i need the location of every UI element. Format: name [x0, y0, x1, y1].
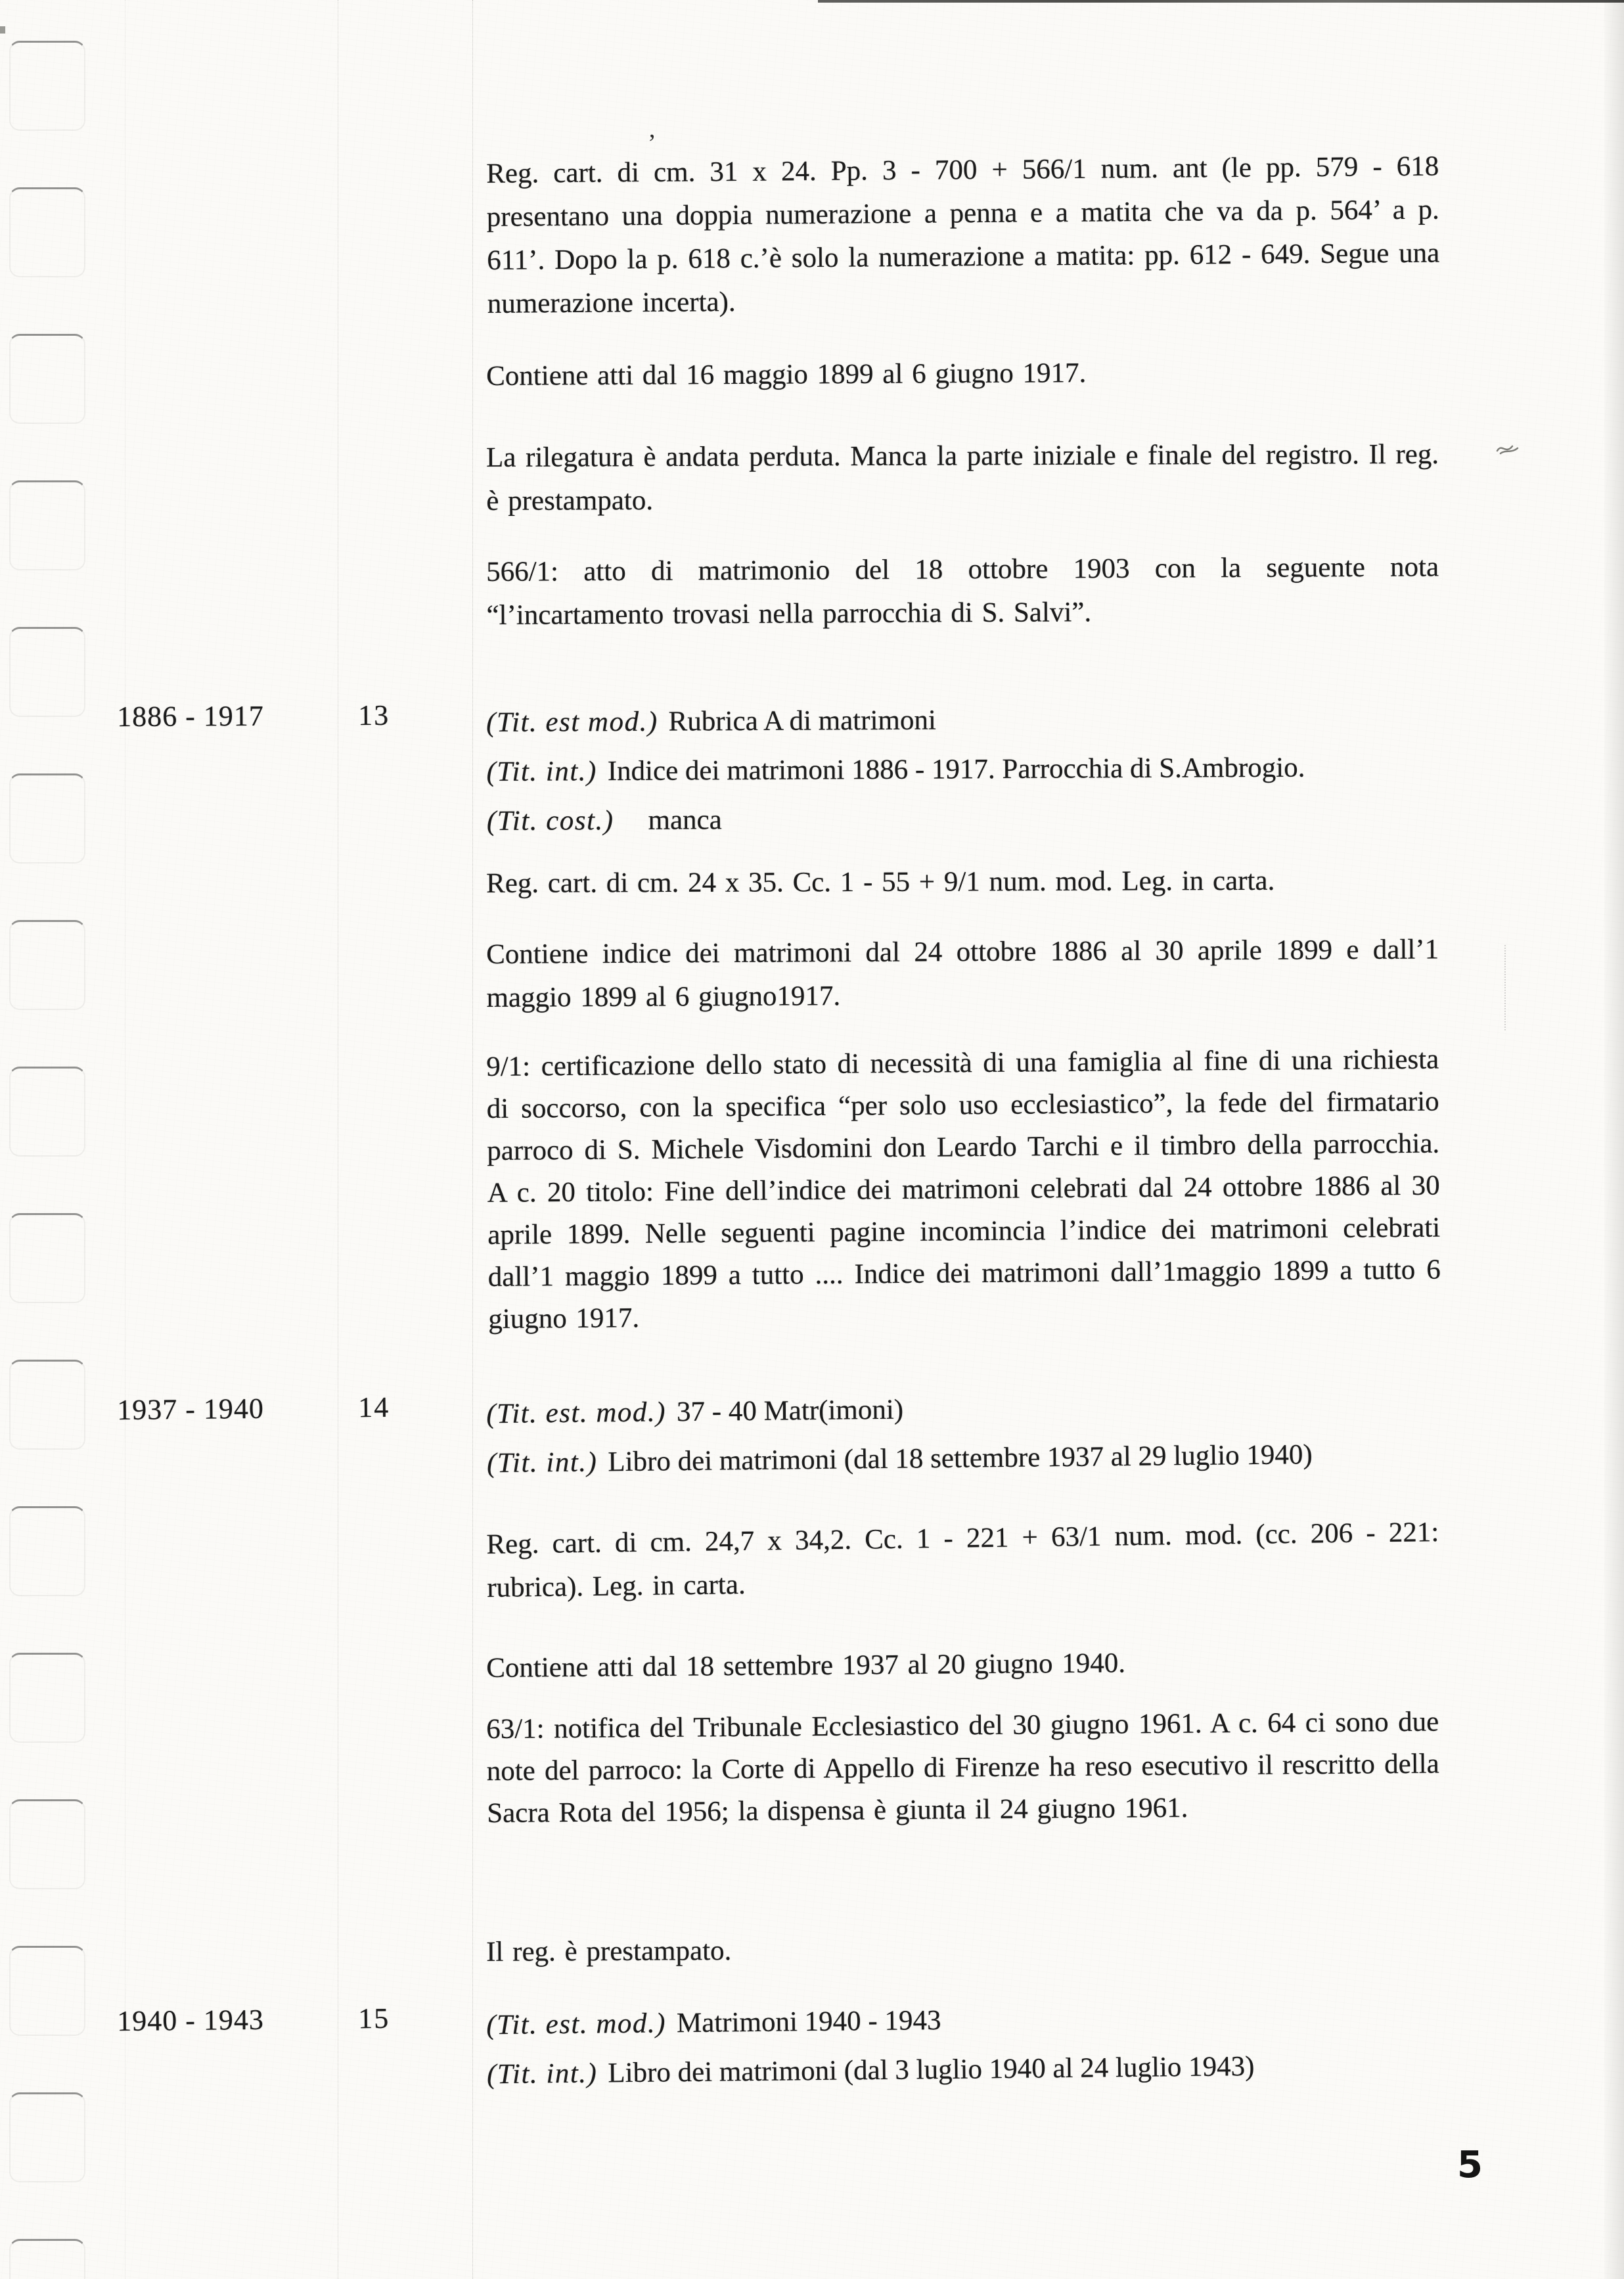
inventory-entry-15	[0, 1989, 1624, 2090]
entry-number: 13	[357, 699, 390, 732]
title-label: (Tit. cost.)	[486, 805, 614, 837]
title-text: Matrimoni 1940 - 1943	[676, 2005, 941, 2039]
binder-hole-mark	[9, 480, 85, 570]
binder-hole-mark	[9, 1213, 85, 1303]
entry-14-contents: Contiene atti dal 18 settembre 1937 al 20 giugno 1940.	[486, 1647, 1126, 1684]
scan-edge-shadow	[1604, 0, 1624, 2279]
title-label: (Tit. int.)	[486, 2058, 598, 2090]
binder-hole-mark	[9, 920, 85, 1010]
binder-hole-mark	[9, 1360, 85, 1450]
binder-hole-mark	[9, 1653, 85, 1743]
title-label: (Tit. est. mod.)	[486, 1396, 667, 1430]
entry-14-preprinted-note: Il reg. è prestampato.	[486, 1935, 732, 1968]
title-text: Indice dei matrimoni 1886 - 1917. Parrocchia di S.Ambrogio.	[607, 752, 1305, 787]
title-internal	[487, 1429, 1450, 1488]
page-number: 5	[1457, 2144, 1484, 2186]
title-text: 37 - 40 Matr(imoni)	[676, 1394, 904, 1428]
title-constituted	[487, 791, 1449, 846]
inventory-entry-13	[0, 692, 1624, 837]
binder-hole-mark	[9, 2092, 85, 2182]
entry-titles	[486, 1991, 1449, 2099]
entry-14-physical-description: Reg. cart. di cm. 24,7 x 34,2. Cc. 1 - 221 + 63/1 num. mod. (cc. 206 - 221: rubrica). Leg. in carta.	[486, 1517, 1439, 1603]
entry-13-physical-description: Reg. cart. di cm. 24 x 35. Cc. 1 - 55 + 9/1 num. mod. Leg. in carta.	[486, 865, 1275, 899]
title-label: (Tit. int.)	[486, 1446, 598, 1479]
scan-corner-mark	[0, 26, 5, 34]
binder-hole-mark	[9, 334, 85, 424]
title-external-modern	[486, 693, 1449, 747]
register-physical-description: Reg. cart. di cm. 31 x 24. Pp. 3 - 700 + 566/1 num. ant (le pp. 579 - 618 presentano una doppia numerazione a penna e a matita che va da p. 564’ a p. 611’. Dopo la p. 618 c.’è solo la numerazione a matita: pp. 612 - 649. Segue una numerazione incerta).	[486, 150, 1440, 319]
binder-hole-mark	[9, 1506, 85, 1596]
margin-scribble-mark	[1495, 438, 1525, 461]
title-label: (Tit. est. mod.)	[486, 2008, 667, 2041]
binder-hole-mark	[9, 41, 85, 131]
entry-13-contents: Contiene indice dei matrimoni dal 24 ottobre 1886 al 30 aprile 1899 e dall’1 maggio 1899 al 6 giugno1917.	[486, 934, 1439, 1013]
entry-14-attachment-note: 63/1: notifica del Tribunale Ecclesiastico del 30 giugno 1961. A c. 64 ci sono due note del parroco: la Corte di Appello di Firenze ha reso esecutivo il rescritto della Sacra Rota del 1956; la dispensa è giunta il 24 giugno 1961.	[486, 1706, 1439, 1829]
title-label: (Tit. int.)	[486, 756, 597, 788]
entry-number: 15	[357, 2002, 390, 2035]
entry-date-range: 1886 - 1917	[117, 699, 264, 733]
entry-date-range: 1940 - 1943	[117, 2003, 265, 2038]
title-label: (Tit. est mod.)	[486, 706, 658, 739]
title-text: Libro dei matrimoni (dal 3 luglio 1940 al 24 luglio 1943)	[608, 2051, 1255, 2089]
entry-number: 14	[357, 1391, 390, 1424]
scan-artifact-dotted-line	[1504, 945, 1506, 1030]
entry-13-attachment-note: 9/1: certificazione dello stato di necessità di una famiglia al fine di una richiesta di soccorso, con la specifica “per solo uso ecclesiastico”, la fede del firmatario parroco di S. Michele Visdomini don Leardo Tarchi e il timbro della parrocchia. A c. 20 titolo: Fine dell’indice dei matrimoni celebrati dal 24 ottobre 1886 al 30 aprile 1899. Nelle seguenti pagine incomincia l’indice dei matrimoni celebrati dall’1 maggio 1899 a tutto .... Indice dei matrimoni dall’1maggio 1899 a tutto 6 giugno 1917.	[486, 1044, 1441, 1335]
binder-hole-mark	[9, 773, 85, 863]
binder-hole-mark	[9, 1799, 85, 1889]
stray-ink-mark: ’	[648, 129, 656, 157]
entry-titles	[486, 693, 1449, 846]
title-text: Rubrica A di matrimoni	[668, 704, 936, 737]
scan-edge-top	[818, 0, 1624, 3]
title-internal	[486, 742, 1449, 796]
binder-hole-mark	[9, 187, 85, 277]
inventory-entry-14	[0, 1377, 1624, 1479]
register-contents-note: Contiene atti dal 16 maggio 1899 al 6 giugno 1917.	[486, 357, 1087, 392]
title-text: Libro dei matrimoni (dal 18 settembre 1937 al 29 luglio 1940)	[608, 1439, 1313, 1478]
register-condition-note: La rilegatura è andata perduta. Manca la parte iniziale e finale del registro. Il reg. è prestampato.	[486, 438, 1439, 517]
binder-hole-mark	[9, 1946, 85, 2036]
entry-date-range: 1937 - 1940	[117, 1392, 265, 1427]
binder-hole-mark	[9, 1067, 85, 1157]
register-attachment-note: 566/1: atto di matrimonio del 18 ottobre 1903 con la seguente nota “l’incartamento trovasi nella parrocchia di S. Salvi”.	[486, 551, 1439, 631]
entry-titles	[486, 1379, 1449, 1488]
binder-hole-mark	[9, 2239, 85, 2279]
binder-hole-mark	[9, 627, 85, 717]
title-internal	[487, 2040, 1450, 2099]
title-text: manca	[648, 804, 722, 836]
column-guide-line	[472, 0, 473, 2279]
